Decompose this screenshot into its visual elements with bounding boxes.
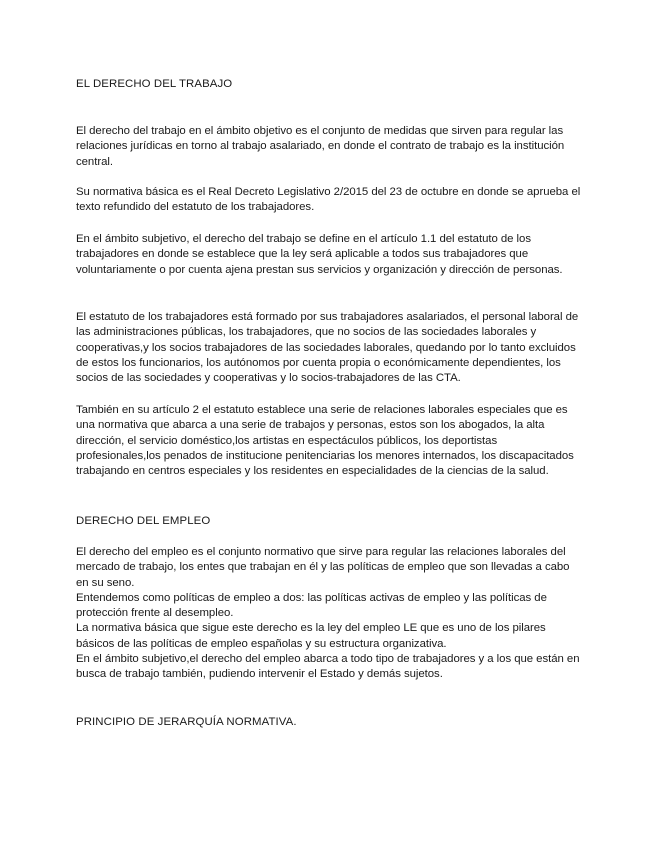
paragraph-objective-scope: El derecho del trabajo en el ámbito objetivo es el conjunto de medidas que sirven para regular las relaciones jurídicas en torno al trabajo asalariado, en donde el contrato de trabajo es la institución central.	[76, 125, 565, 168]
employment-law-subjective-scope: En el ámbito subjetivo,el derecho del empleo abarca a todo tipo de trabajadores y a los que están en busca de trabajo también, pudiendo intervenir el Estado y demás sujetos.	[76, 653, 580, 681]
section-heading-employment-law: DERECHO DEL EMPLEO	[76, 515, 211, 527]
paragraph-statute-composition: El estatuto de los trabajadores está formado por sus trabajadores asalariados, el personal laboral de las administraciones públicas, los trabajadores, que no socios de las sociedades laborales y cooperativas,y los socios trabajadores de las sociedades laborales, quedando por lo tanto excluidos de estos los funcionarios, los autónomos por cuenta propia o económicamente dependientes, los socios de las sociedades y cooperativas y lo socios-trabajadores de las CTA.	[76, 311, 579, 385]
employment-policies: Entendemos como políticas de empleo a dos: las políticas activas de empleo y las políticas de protección frente al desempleo.	[76, 591, 547, 620]
section-heading-normative-hierarchy: PRINCIPIO DE JERARQUÍA NORMATIVA.	[76, 716, 297, 728]
employment-law-definition: El derecho del empleo es el conjunto normativo que sirve para regular las relaciones laborales del mercado de trabajo, los entes que trabajan en él y las políticas de empleo que son llevadas a cabo en su seno.	[76, 546, 570, 589]
paragraph-special-relations: También en su artículo 2 el estatuto establece una serie de relaciones laborales especiales que es una normativa que abarca a una serie de trabajos y personas, estos son los abogados, la alta dirección, el servicio doméstico,los artistas en espectáculos públicos, los deportistas profesionales,los penados de institucione penitenciarias los menores internados, los discapacitados trabajando en centros especiales y los residentes en especialidades de la ciencias de la salud.	[76, 404, 574, 478]
employment-law-regulation: La normativa básica que sigue este derecho es la ley del empleo LE que es uno de los pilares básicos de las políticas de empleo españolas y su estructura organizativa.	[76, 622, 546, 650]
section-employment-law-body	[76, 545, 581, 683]
document-title: EL DERECHO DEL TRABAJO	[76, 78, 233, 90]
paragraph-subjective-scope: En el ámbito subjetivo, el derecho del trabajo se define en el artículo 1.1 del estatuto de los trabajadores en donde se establece que la ley será aplicable a todos sus trabajadores que voluntariamente o por cuenta ajena prestan sus servicios y organización y dirección de personas.	[76, 233, 563, 276]
paragraph-basic-regulation: Su normativa básica es el Real Decreto Legislativo 2/2015 del 23 de octubre en donde se aprueba el texto refundido del estatuto de los trabajadores.	[76, 186, 581, 214]
